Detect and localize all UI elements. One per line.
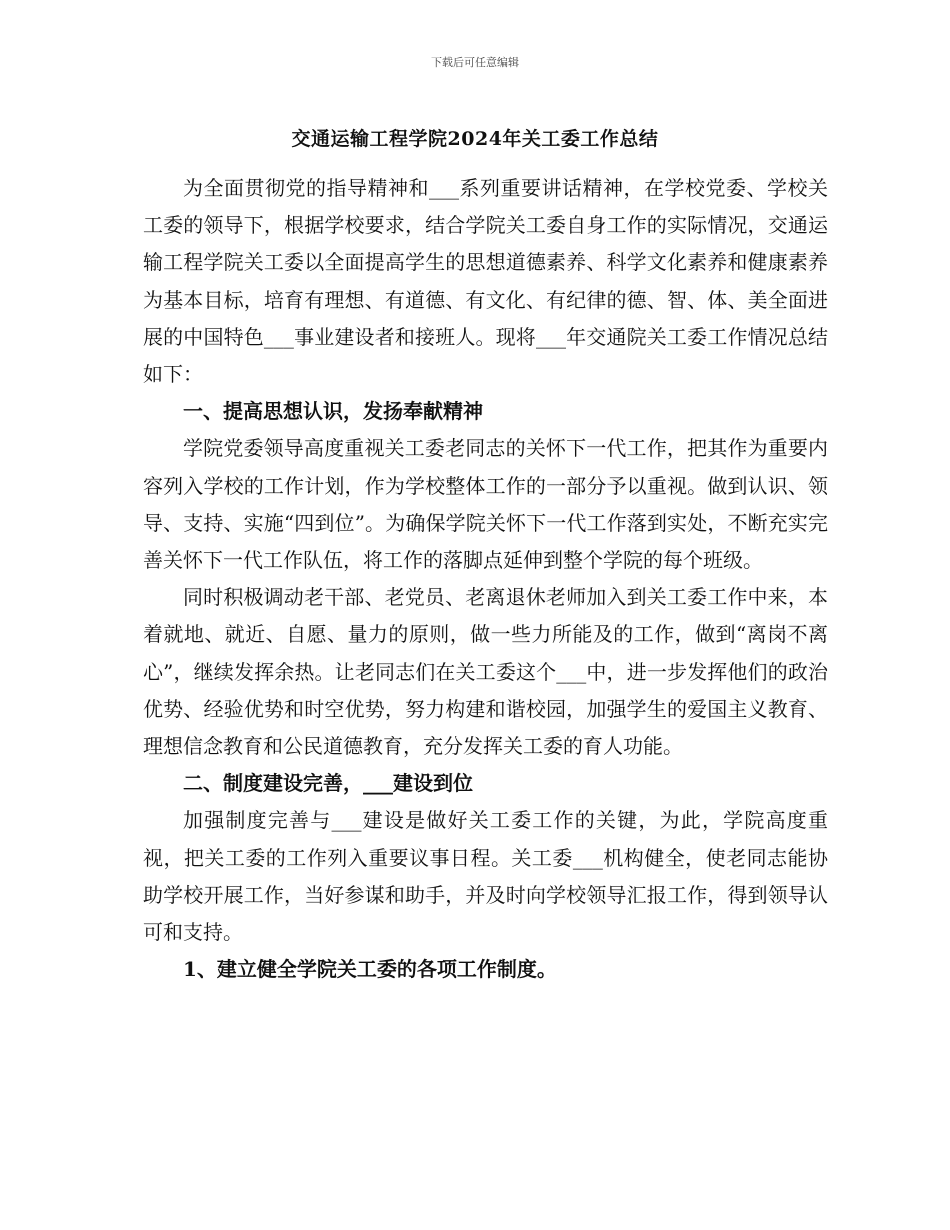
section-heading-1: 一、提高思想认识，发扬奉献精神 — [183, 399, 483, 424]
header-note: 下载后可任意编辑 — [431, 56, 519, 69]
section-heading-2: 二、制度建设完善，___建设到位 — [183, 771, 473, 796]
intro-paragraph: 为全面贯彻党的指导精神和___系列重要讲话精神，在学校党委、学校关工委的领导下，根据学校要求，结合学院关工委自身工作的实际情况，交通运输工程学院关工委以全面提高学生的思想道德素养、科学文化素养和健康素养为基本目标，培育有理想、有道德、有文化、有纪律的德、智、体、美全面进展的中国特色___事业建设者和接班人。现将___年交通院关工委工作情况总结如下： — [143, 176, 828, 387]
subsection-heading-1: 1、建立健全学院关工委的各项工作制度。 — [183, 957, 557, 982]
section1-paragraph-1: 学院党委领导高度重视关工委老同志的关怀下一代工作，把其作为重要内容列入学校的工作计划，作为学校整体工作的一部分予以重视。做到认识、领导、支持、实施“四到位”。为确保学院关怀下一代工作落到实处，不断充实完善关怀下一代工作队伍，将工作的落脚点延伸到整个学院的每个班级。 — [143, 436, 828, 573]
section1-paragraph-2: 同时积极调动老干部、老党员、老离退休老师加入到关工委工作中来，本着就地、就近、自愿、量力的原则，做一些力所能及的工作，做到“离岗不离心”，继续发挥余热。让老同志们在关工委这个___中，进一步发挥他们的政治优势、经验优势和时空优势，努力构建和谐校园，加强学生的爱国主义教育、理想信念教育和公民道德教育，充分发挥关工委的育人功能。 — [143, 585, 828, 759]
document-body — [143, 170, 828, 988]
document-title: 交通运输工程学院2024年关工委工作总结 — [291, 128, 659, 150]
section2-paragraph-1: 加强制度完善与___建设是做好关工委工作的关键，为此，学院高度重视，把关工委的工作列入重要议事日程。关工委___机构健全，使老同志能协助学校开展工作，当好参谋和助手，并及时向学校领导汇报工作，得到领导认可和支持。 — [143, 808, 828, 945]
